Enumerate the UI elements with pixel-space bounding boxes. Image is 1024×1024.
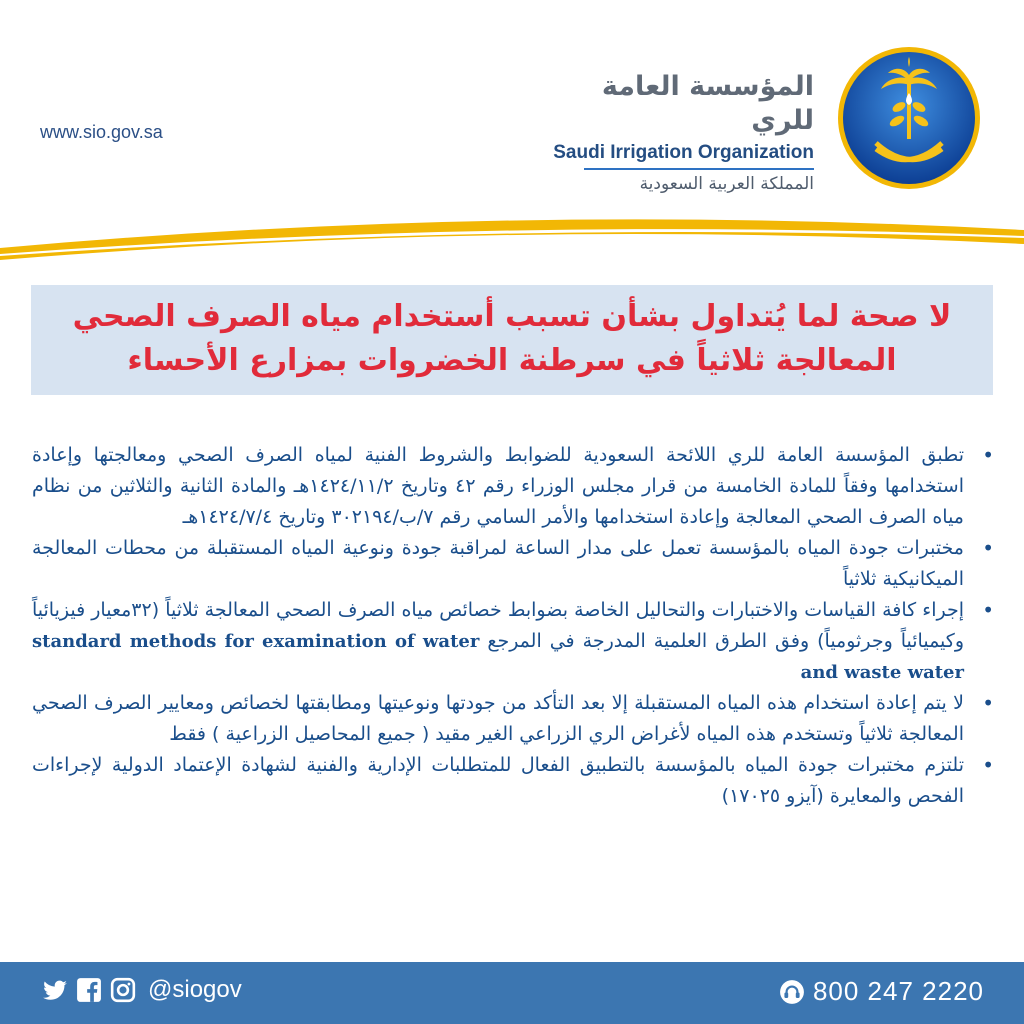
phone-number[interactable]: 800 247 2220 [812,976,984,1006]
list-item [32,750,994,812]
headline-line-1: لا صحة لما يُتداول بشأن تسبب أستخدام مياه الصرف الصحي [72,299,952,334]
list-item [32,533,994,595]
headline-box [31,285,993,395]
list-item [32,688,994,750]
website-url[interactable]: www.sio.gov.sa [40,122,163,142]
instagram-icon[interactable] [110,977,136,1003]
header-swoosh-divider [0,210,1024,260]
facts-list [32,440,994,812]
list-item-text: لا يتم إعادة استخدام هذه المياه المستقبلة إلا بعد التأكد من جودتها ونوعيتها ومطابقتها لخصائص ومعايير الصرف الصحي المعالجة ثلاثياً وتستخدم هذه المياه لأغراض الري الزراعي الغير مقيد ( جميع المحاصيل الزراعية ) فقط [32,692,964,745]
list-item [32,595,994,688]
social-links [42,976,242,1004]
list-item [32,440,994,533]
country-name-arabic: المملكة العربية السعودية [639,174,814,194]
org-title-block [534,70,814,194]
org-divider [584,168,814,170]
phone-contact[interactable] [779,976,984,1007]
reference-english: standard methods for examination of water and waste water [32,631,964,683]
org-name-english: Saudi Irrigation Organization [553,142,814,163]
social-handle[interactable]: @siogov [148,976,242,1003]
palm-and-swords-emblem-icon [836,45,982,191]
phone-headset-icon [779,979,805,1005]
list-item-text: تلتزم مختبرات جودة المياه بالمؤسسة بالتطبيق الفعال للمتطلبات الإدارية والفنية لشهادة الإعتماد الدولية لإجراءات الفحص والمعايرة (آيزو ١٧٠٢٥) [32,754,964,807]
facebook-icon[interactable] [76,977,102,1003]
list-item-text: إجراء كافة القياسات والاختبارات والتحاليل الخاصة بضوابط خصائص مياه الصرف الصحي المعالجة ثلاثياً (٣٢معيار فيزيائياً وكيميائياً وجرثومياً) وفق الطرق العلمية المدرجة في المرجع [32,599,965,652]
headline-line-2: المعالجة ثلاثياً في سرطنة الخضروات بمزارع الأحساء [127,343,897,378]
twitter-icon[interactable] [42,977,68,1003]
list-item-text: مختبرات جودة المياه بالمؤسسة تعمل على مدار الساعة لمراقبة جودة ونوعية المياه المستقبلة من محطات المعالجة الميكانيكية ثلاثياً [32,537,964,590]
org-name-arabic: المؤسسة العامة للري [601,71,814,136]
list-item-text: تطبق المؤسسة العامة للري اللائحة السعودية للضوابط والشروط الفنية لمياه الصرف الصحي ومعالجتها وإعادة استخدامها وفقاً للمادة الخامسة من قرار مجلس الوزراء رقم ٤٢ وتاريخ ١٤٢٤/١١/٢هـ والمادة الثانية والثلاثين من نظام مياه الصرف الصحي المعالجة وإعادة استخدامها والأمر السامي رقم ٧/ب/٣٠٢١٩٤ وتاريخ ١٤٢٤/٧/٤هـ [32,444,964,528]
footer-bar [0,962,1024,1024]
